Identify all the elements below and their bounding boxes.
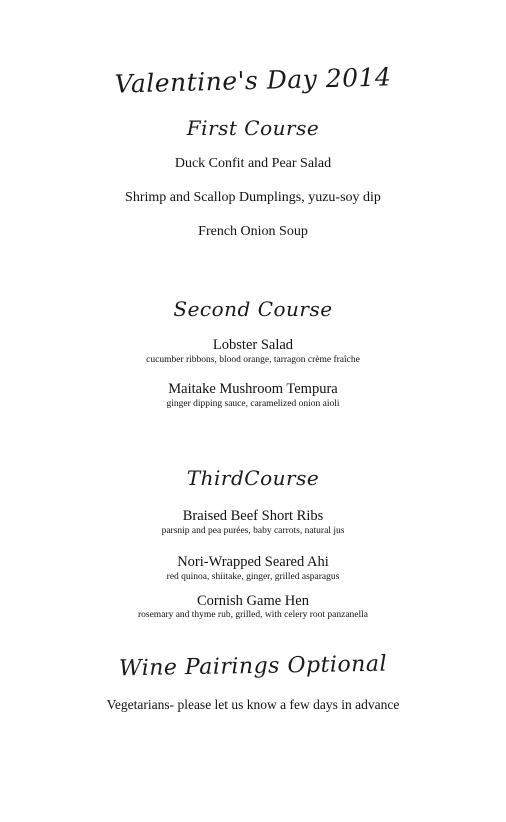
- second-course-dish-description: cucumber ribbons, blood orange, tarragon crème fraîche: [146, 355, 360, 365]
- first-course-heading: First Course: [186, 116, 320, 140]
- first-course-item: Duck Confit and Pear Salad: [174, 156, 332, 171]
- second-course-dish-name: Maitake Mushroom Tempura: [168, 381, 338, 397]
- third-course-dish-name: Cornish Game Hen: [197, 593, 309, 609]
- third-course-heading: ThirdCourse: [186, 466, 320, 490]
- wine-pairings-heading: Wine Pairings Optional: [118, 651, 388, 682]
- third-course-dish-description: parsnip and pea purées, baby carrots, natural jus: [161, 526, 345, 536]
- first-course-item: French Onion Soup: [198, 224, 308, 239]
- second-course-dish-description: ginger dipping sauce, caramelized onion aioli: [166, 399, 340, 409]
- third-course-dish-name: Braised Beef Short Ribs: [182, 508, 324, 524]
- second-course-heading: Second Course: [173, 297, 333, 321]
- second-course-dish-name: Lobster Salad: [212, 337, 294, 353]
- menu-title: Valentine's Day 2014: [114, 62, 392, 99]
- third-course-dish-description: red quinoa, shiitake, ginger, grilled asparagus: [166, 572, 340, 582]
- vegetarian-note: Vegetarians- please let us know a few days in advance: [106, 697, 400, 712]
- third-course-dish-name: Nori-Wrapped Seared Ahi: [177, 554, 329, 570]
- third-course-dish-description: rosemary and thyme rub, grilled, with celery root panzanella: [137, 610, 369, 620]
- first-course-item: Shrimp and Scallop Dumplings, yuzu-soy dip: [125, 190, 381, 205]
